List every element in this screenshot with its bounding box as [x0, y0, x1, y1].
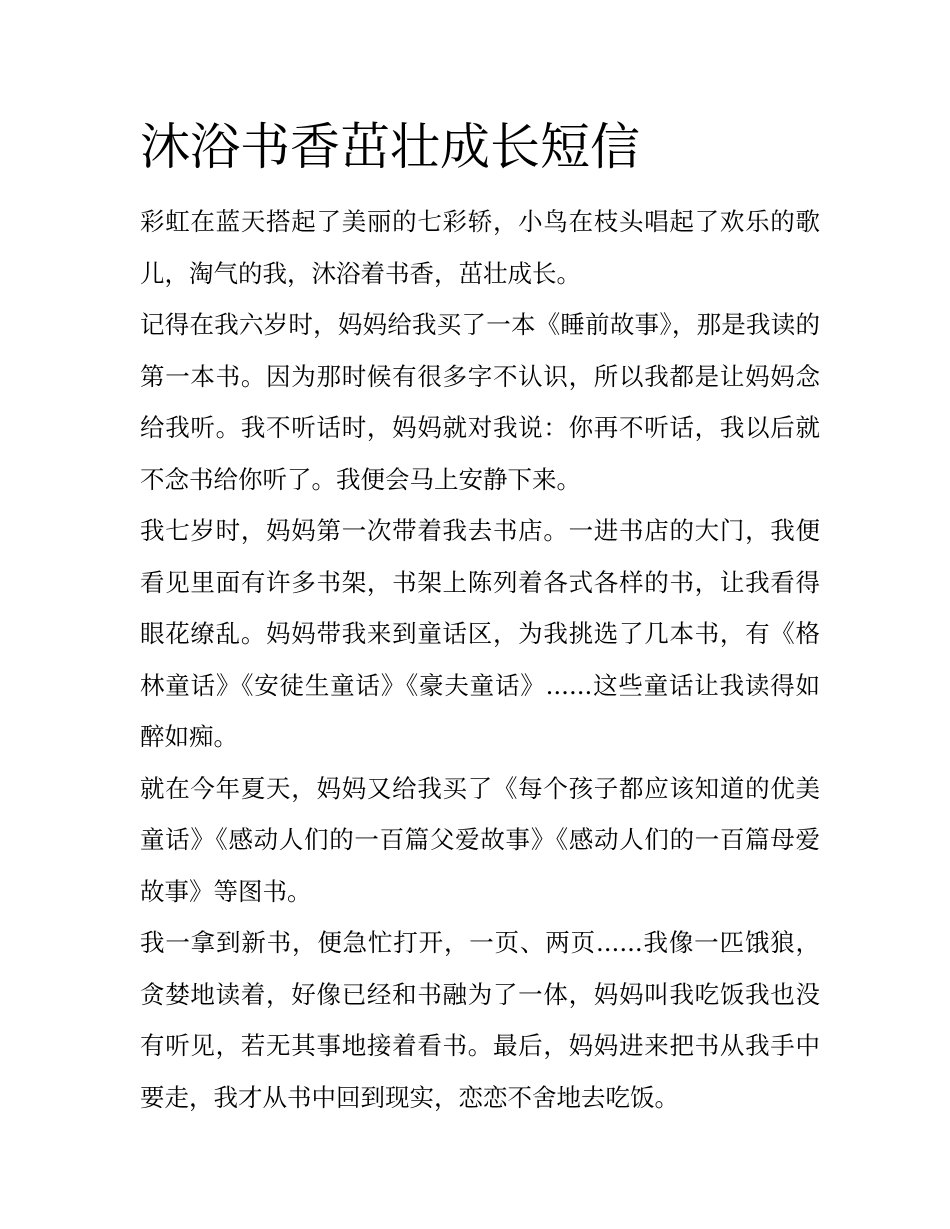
paragraph-2: 记得在我六岁时，妈妈给我买了一本《睡前故事》，那是我读的第一本书。因为那时候有很多字不认识，所以我都是让妈妈念给我听。我不听话时，妈妈就对我说：你再不听话，我以后就不念书给你听了。我便会马上安静下来。	[140, 310, 820, 494]
paragraph-5: 我一拿到新书，便急忙打开，一页、两页......我像一匹饿狼，贪婪地读着，好像已经和书融为了一体，妈妈叫我吃饭我也没有听见，若无其事地接着看书。最后，妈妈进来把书从我手中要走，我才从书中回到现实，恋恋不舍地去吃饭。	[140, 928, 820, 1112]
document-page	[140, 112, 820, 1123]
document-title: 沐浴书香茁壮成长短信	[140, 118, 640, 176]
paragraph-1: 彩虹在蓝天搭起了美丽的七彩轿，小鸟在枝头唱起了欢乐的歌儿，淘气的我，沐浴着书香，茁壮成长。	[140, 207, 820, 288]
paragraph-4: 就在今年夏天，妈妈又给我买了《每个孩子都应该知道的优美童话》《感动人们的一百篇父爱故事》《感动人们的一百篇母爱故事》等图书。	[140, 773, 820, 906]
paragraph-3: 我七岁时，妈妈第一次带着我去书店。一进书店的大门，我便看见里面有许多书架，书架上陈列着各式各样的书，让我看得眼花缭乱。妈妈带我来到童话区，为我挑选了几本书，有《格林童话》《安徒生童话》《豪夫童话》......这些童话让我读得如醉如痴。	[140, 516, 820, 751]
